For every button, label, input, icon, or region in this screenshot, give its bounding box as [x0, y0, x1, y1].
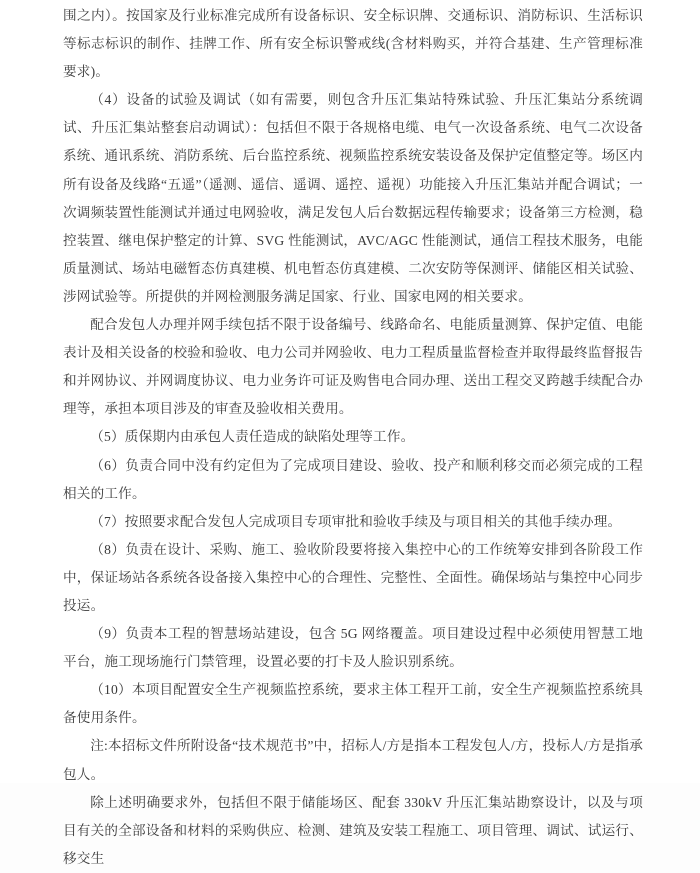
- paragraph-item-7-approval-procedures: （7）按照要求配合发包人完成项目专项审批和验收手续及与项目相关的其他手续办理。: [90, 513, 622, 529]
- paragraph-item-8-control-center-integration: （8）负责在设计、采购、施工、验收阶段要将接入集控中心的工作统筹安排到各阶段工作中，保证场站各系统各设备接入集控中心的合理性、完整性、全面性。确保场站与集控中心同步投运。: [63, 541, 643, 613]
- paragraph-additional-scope: 除上述明确要求外，包括但不限于储能场区、配套 330kV 升压汇集站勘察设计，以及与项目有关的全部设备和材料的采购供应、检测、建筑及安装工程施工、项目管理、调试、试运行、移交生: [63, 794, 643, 866]
- paragraph-item-6-unspecified-works: （6）负责合同中没有约定但为了完成项目建设、验收、投产和顺利移交而必须完成的工程相关的工作。: [63, 457, 643, 501]
- paragraph-continuation-signage: 围之内）。按国家及行业标准完成所有设备标识、安全标识牌、交通标识、消防标识、生活标识等标志标识的制作、挂牌工作、所有安全标识警戒线(含材料购买，并符合基建、生产管理标准要求)。: [63, 8, 643, 80]
- paragraph-item-10-video-surveillance: （10）本项目配置安全生产视频监控系统，要求主体工程开工前，安全生产视频监控系统具备使用条件。: [63, 682, 643, 726]
- paragraph-note-terminology: 注:本招标文件所附设备“技术规范书”中，招标人/方是指本工程发包人/方，投标人/方是指承包人。: [63, 738, 643, 782]
- paragraph-item-5-warranty-defects: （5）质保期内由承包人责任造成的缺陷处理等工作。: [90, 429, 415, 445]
- paragraph-grid-connection-procedures: 配合发包人办理并网手续包括不限于设备编号、线路命名、电能质量测算、保护定值、电能表计及相关设备的校验和验收、电力公司并网验收、电力工程质量监督检查并取得最终监督报告和并网协议、并网调度协议、电力业务许可证及购售电合同办理、送出工程交叉跨越手续配合办理等，承担本项目涉及的审查及验收相关费用。: [63, 317, 643, 417]
- paragraph-item-9-smart-station: （9）负责本工程的智慧场站建设，包含 5G 网络覆盖。项目建设过程中必须使用智慧工地平台，施工现场施行门禁管理，设置必要的打卡及人脸识别系统。: [63, 626, 643, 670]
- paragraph-item-4-equipment-testing: （4）设备的试验及调试（如有需要，则包含升压汇集站特殊试验、升压汇集站分系统调试、升压汇集站整套启动调试）：包括但不限于各规格电缆、电气一次设备系统、电气二次设备系统、通讯系统、消防系统、后台监控系统、视频监控系统安装设备及保护定值整定等。场区内所有设备及线路“五遥”（遥测、遥信、遥调、遥控、遥视）功能接入升压汇集站并配合调试；一次调频装置性能测试并通过电网验收，满足发包人后台数据远程传输要求；设备第三方检测，稳控装置、继电保护整定的计算、SVG 性能测试，AVC/AGC 性能测试，通信工程技术服务，电能质量测试、场站电磁暂态仿真建模、机电暂态仿真建模、二次安防等保测评、储能区相关试验、涉网试验等。所提供的并网检测服务满足国家、行业、国家电网的相关要求。: [63, 92, 643, 304]
